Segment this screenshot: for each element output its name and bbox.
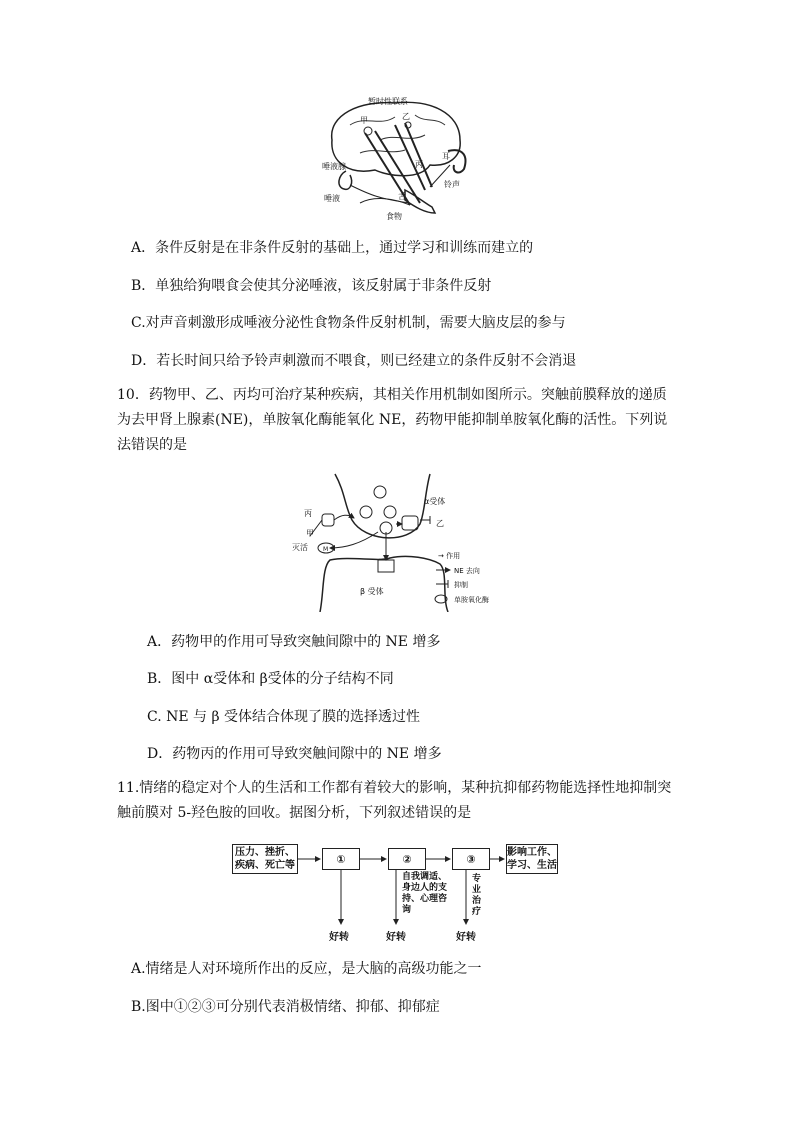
label-inactivate: 灭活 xyxy=(292,543,308,552)
label-yi: 乙 xyxy=(436,519,444,528)
presynaptic-membrane xyxy=(335,474,430,538)
vesicle xyxy=(360,506,372,518)
q11-option-b: B.图中①②③可分别代表消极情绪、抑郁、抑郁症 xyxy=(131,999,440,1015)
q11-option-a: A.情绪是人对环境所作出的反应，是大脑的高级功能之一 xyxy=(131,961,482,977)
vesicle xyxy=(384,506,396,518)
label-yi: 乙 xyxy=(402,112,410,121)
label-salivary-gland: 唾液腺 xyxy=(322,162,346,171)
label-jia: 甲 xyxy=(306,529,314,538)
mao-label: M xyxy=(323,546,329,553)
better-label-2: 好转 xyxy=(386,932,406,943)
label-temporal: 暂时性联系 xyxy=(368,97,408,106)
q9-option-c: C.对声音刺激形成唾液分泌性食物条件反射机制，需要大脑皮层的参与 xyxy=(131,315,566,331)
synapse-figure xyxy=(290,472,510,612)
q9-option-b: B．单独给狗喂食会使其分泌唾液，该反射属于非条件反射 xyxy=(131,278,492,294)
conditioned-reflex-figure xyxy=(320,95,480,227)
stressor-box: 压力、挫折、疾病、死亡等 xyxy=(232,844,298,874)
label-tongue: 舌 xyxy=(398,192,406,201)
beta-receptor xyxy=(378,560,394,572)
better-label-3: 好转 xyxy=(456,932,476,943)
label-bing: 丙 xyxy=(415,160,423,169)
legend-inhibit-symbol xyxy=(436,580,448,588)
label-ear: 耳 xyxy=(442,152,450,161)
q10-option-d: D．药物丙的作用可导致突触间隙中的 NE 增多 xyxy=(147,746,442,762)
reuptake-carrier xyxy=(322,514,334,526)
alpha-receptor xyxy=(402,516,418,530)
q9-option-a: A．条件反射是在非条件反射的基础上，通过学习和训练而建立的 xyxy=(131,240,534,256)
salivary-gland-icon xyxy=(339,171,352,189)
legend-action: → 作用 xyxy=(438,552,461,560)
legend-inhibit: 抑制 xyxy=(454,581,468,589)
q11-stem: 11.情绪的稳定对个人的生活和工作都有着较大的影响，某种抗抑郁药物能选择性地抑制突触前膜对 5-羟色胺的回收。据图分析，下列叙述错误的是 xyxy=(117,780,672,821)
label-bell: 铃声 xyxy=(444,180,460,189)
label-food: 食物 xyxy=(386,212,402,221)
label-bing: 丙 xyxy=(304,509,312,518)
label-jia: 甲 xyxy=(360,116,368,125)
emotion-flowchart xyxy=(230,838,560,948)
legend-ne-route: NE 去向 xyxy=(454,567,480,575)
vesicle xyxy=(374,486,386,498)
q10-option-a: A．药物甲的作用可导致突触间隙中的 NE 增多 xyxy=(147,634,441,650)
impact-box: 影响工作、学习、生活 xyxy=(506,844,558,874)
q9-option-d: D．若长时间只给予铃声刺激而不喂食，则已经建立的条件反射不会消退 xyxy=(131,353,577,369)
postsynaptic-membrane xyxy=(320,556,448,612)
label-alpha-receptor: α受体 xyxy=(424,497,446,506)
treatment-note: 专业治疗 xyxy=(472,874,482,917)
center-jia xyxy=(364,127,372,135)
label-beta-receptor: β 受体 xyxy=(360,587,384,596)
q10-option-c: C. NE 与 β 受体结合体现了膜的选择透过性 xyxy=(147,709,421,725)
better-label-1: 好转 xyxy=(329,932,349,943)
self-adjust-note: 自我调适、身边人的支持、心理咨询 xyxy=(402,872,448,915)
stage-1-box: ① xyxy=(322,848,360,870)
q10-option-b: B．图中 α受体和 β受体的分子结构不同 xyxy=(147,671,394,687)
stage-2-box: ② xyxy=(388,848,426,870)
q10-stem: 10．药物甲、乙、丙均可治疗某种疾病，其相关作用机制如图所示。突触前膜释放的递质为去甲肾上腺素(NE)，单胺氧化酶能氧化 NE，药物甲能抑制单胺氧化酶的活性。下列说法错误的是 xyxy=(117,387,668,453)
label-saliva: 唾液 xyxy=(324,194,340,203)
legend-mao: 单胺氧化酶 xyxy=(454,596,489,604)
stage-3-box: ③ xyxy=(452,848,490,870)
